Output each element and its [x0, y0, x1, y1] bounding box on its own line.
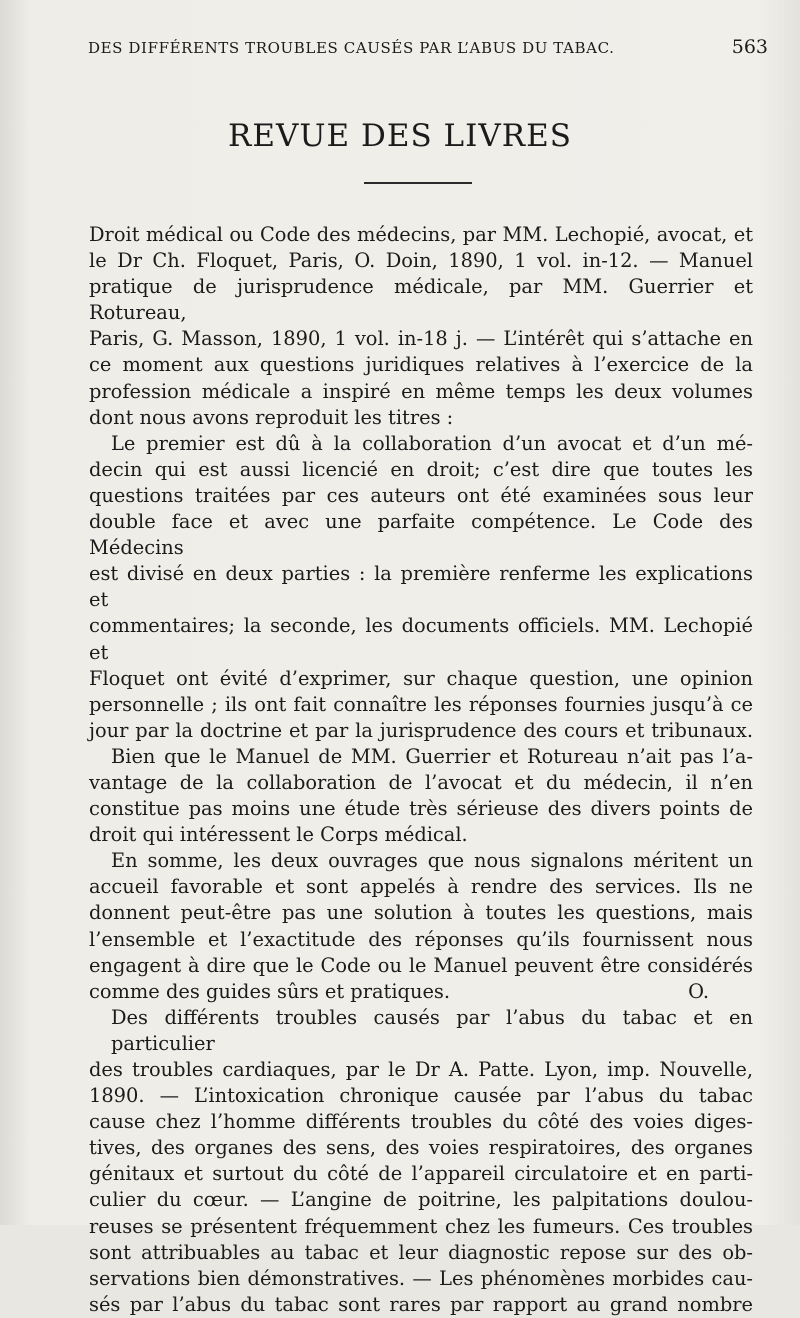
text-line: Paris, G. Masson, 1890, 1 vol. in-18 j. — L’intérêt qui s’attache en — [89, 327, 753, 351]
text-line: constitue pas moins une étude très sérieuse des divers points de — [89, 797, 753, 821]
text-line: accueil favorable et sont appelés à rendre des services. Ils ne — [89, 875, 753, 899]
text-line: Des différents troubles causés par l’abus du tabac et en particulier — [111, 1005, 753, 1055]
section-title: REVUE DES LIVRES — [228, 118, 572, 154]
text-line: personnelle ; ils ont fait connaître les réponses fournies jusqu’à ce — [89, 692, 753, 716]
text-line: servations bien démonstratives. — Les phénomènes morbides cau- — [89, 1266, 753, 1290]
text-line: des troubles cardiaques, par le Dr A. Patte. Lyon, imp. Nouvelle, — [89, 1058, 753, 1081]
text-line: génitaux et surtout du côté de l’appareil circulatoire et en parti- — [89, 1162, 753, 1186]
text-line: 1890. — L’intoxication chronique causée par l’abus du tabac — [89, 1084, 753, 1108]
text-line: jour par la doctrine et par la jurisprudence des cours et tribunaux. — [89, 718, 753, 742]
text-line: le Dr Ch. Floquet, Paris, O. Doin, 1890, 1 vol. in-12. — Manuel — [89, 249, 753, 273]
text-line: ce moment aux questions juridiques relatives à l’exercice de la — [89, 353, 753, 377]
text-line: En somme, les deux ouvrages que nous signalons méritent un — [111, 849, 753, 873]
text-line: Droit médical ou Code des médecins, par MM. Lechopié, avocat, et — [89, 223, 753, 246]
running-head — [88, 36, 768, 58]
text-line: Floquet ont évité d’exprimer, sur chaque question, une opinion — [89, 666, 753, 690]
text-line: sés par l’abus du tabac sont rares par rapport au grand nombre — [89, 1292, 753, 1316]
text-line: decin qui est aussi licencié en droit; c’est dire que toutes les — [89, 457, 753, 481]
text-line: double face et avec une parfaite compétence. Le Code des Médecins — [89, 510, 753, 560]
text-line: droit qui intéressent le Corps médical. — [89, 823, 468, 847]
text-line: profession médicale a inspiré en même temps les deux volumes — [89, 379, 753, 403]
text-line: reuses se présentent fréquemment chez les fumeurs. Ces troubles — [89, 1214, 753, 1238]
text-line: pratique de jurisprudence médicale, par MM. Guerrier et Rotureau, — [89, 275, 753, 325]
text-line: cause chez l’homme différents troubles du côté des voies diges- — [89, 1110, 753, 1134]
text-line: engagent à dire que le Code ou le Manuel peuvent être considérés — [89, 953, 753, 977]
text-line: culier du cœur. — L’angine de poitrine, les palpitations doulou- — [89, 1188, 753, 1212]
text-line: Le premier est dû à la collaboration d’un avocat et d’un mé- — [111, 431, 753, 455]
text-line: commentaires; la seconde, les documents officiels. MM. Lechopié et — [89, 614, 753, 664]
text-line: l’ensemble et l’exactitude des réponses qu’ils fournissent nous — [89, 927, 753, 951]
text-line: questions traitées par ces auteurs ont été examinées sous leur — [89, 483, 753, 507]
text-line-with-signature — [89, 979, 753, 1005]
title-rule — [364, 182, 472, 184]
text-line: vantage de la collaboration de l’avocat et du médecin, il n’en — [89, 770, 753, 794]
review-signature: O. — [688, 979, 709, 1003]
text-line: donnent peut-être pas une solution à toutes les questions, mais — [89, 901, 753, 925]
text-line: est divisé en deux parties : la première renferme les explications et — [89, 562, 753, 612]
text-line: Bien que le Manuel de MM. Guerrier et Rotureau n’ait pas l’a- — [111, 744, 753, 768]
text-line: dont nous avons reproduit les titres : — [89, 405, 454, 429]
text-line: tives, des organes des sens, des voies respiratoires, des organes — [89, 1136, 753, 1160]
review-text — [89, 222, 753, 1318]
running-head-title: DES DIFFÉRENTS TROUBLES CAUSÉS PAR L’ABUS DU TABAC. — [88, 39, 615, 57]
text-line: comme des guides sûrs et pratiques. — [89, 979, 451, 1003]
page-number: 563 — [731, 36, 768, 58]
text-line: sont attribuables au tabac et leur diagnostic repose sur des ob- — [89, 1240, 753, 1264]
